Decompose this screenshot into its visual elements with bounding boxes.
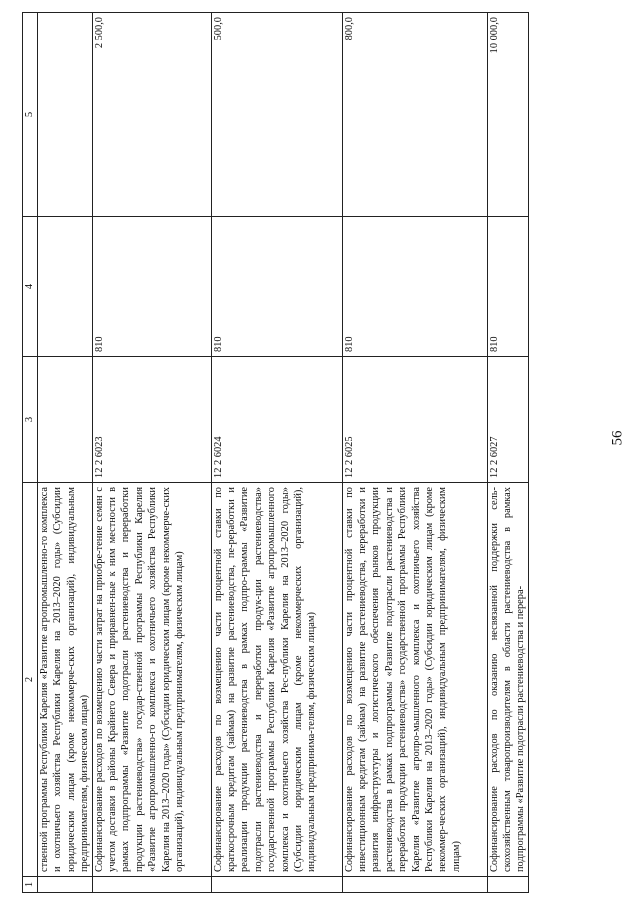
row-expense-type xyxy=(38,217,93,357)
header-col-4: 4 xyxy=(23,217,38,357)
row-expense-type: 810 xyxy=(92,217,211,357)
table-row xyxy=(487,13,528,893)
header-col-3: 3 xyxy=(23,357,38,483)
row-code: 12 2 6023 xyxy=(92,357,211,483)
row-number xyxy=(92,877,211,893)
table-row xyxy=(92,13,211,893)
row-expense-type: 810 xyxy=(487,217,528,357)
rotated-sheet xyxy=(22,13,612,893)
row-amount: 500,0 xyxy=(211,13,342,217)
row-amount xyxy=(38,13,93,217)
row-code: 12 2 6027 xyxy=(487,357,528,483)
row-code: 12 2 6025 xyxy=(342,357,487,483)
row-description: Софинансирование расходов по возмещению части затрат на приобре-тение семян с учетом доставки в районы Крайнего Севера и приравнен-ные к ним местности в рамках подпрограммы «Развитие подотрасли растениеводства и переработки продукции растениеводства» государ-ственной программы Республики Карелия «Развитие агропромышленно-го комплекса и охотничьего хозяйства Республики Карелия на 2013–2020 годы» (Субсидии юридическим лицам (кроме некоммерче-ских организаций), индивидуальным предпринимателям, физическим лицам) xyxy=(92,483,211,877)
page-number: 56 xyxy=(609,430,626,446)
table-row xyxy=(211,13,342,893)
row-code xyxy=(38,357,93,483)
row-expense-type: 810 xyxy=(342,217,487,357)
row-number xyxy=(487,877,528,893)
table-row xyxy=(38,13,93,893)
table-row xyxy=(342,13,487,893)
budget-table xyxy=(22,12,529,893)
header-col-2: 2 xyxy=(23,483,38,877)
header-col-1: 1 xyxy=(23,877,38,893)
row-code: 12 2 6024 xyxy=(211,357,342,483)
header-row xyxy=(23,13,38,893)
row-description: Софинансирование расходов по возмещению части процентной ставки по инвестиционным кредитам (займам) на развитие растениеводства, переработки и развития инфраструктуры и логистического обеспечения рынков продукции растениеводства в рамках подпрограммы «Развитие подотрасли растениеводства и переработки продукции растениеводства» государственной программы Республики Карелия «Развитие агропро-мышленного комплекса и охотничьего хозяйства Республики Карелия на 2013–2020 годы» (Субсидии юридическим лицам (кроме некоммер-ческих организаций), индивидуальным предпринимателям, физическим лицам) xyxy=(342,483,487,877)
row-amount: 2 500,0 xyxy=(92,13,211,217)
row-amount: 800,0 xyxy=(342,13,487,217)
row-description: Софинансирование расходов по оказанию несвязанной поддержки сель-скохозяйственным товаропроизводителям в области растениеводства в рамках подпрограммы «Развитие подотрасли растениеводства и перера- xyxy=(487,483,528,877)
row-description: ственной программы Республики Карелия «Развитие агропромышленно-го комплекса и охотничьего хозяйства Республики Карелия на 2013–2020 годы» (Субсидии юридическим лицам (кроме некоммерче-ских организаций), индивидуальным предпринимателям, физическим лицам) xyxy=(38,483,93,877)
header-col-5: 5 xyxy=(23,13,38,217)
row-number xyxy=(342,877,487,893)
row-number xyxy=(38,877,93,893)
row-number xyxy=(211,877,342,893)
row-description: Софинансирование расходов по возмещению части процентной ставки по краткосрочным кредитам (займам) на развитие растениеводства, пе-реработки и реализации продукции растениеводства в рамках подпро-граммы «Развитие подотрасли растениеводства и переработки продук-ции растениеводства» государственной программы Республики Карелия «Развитие агропромышленного комплекса и охотничьего хозяйства Рес-публики Карелия на 2013–2020 годы» (Субсидии юридическим лицам (кроме некоммерческих организаций), индивидуальным предпринима-телям, физическим лицам) xyxy=(211,483,342,877)
row-expense-type: 810 xyxy=(211,217,342,357)
row-amount: 10 000,0 xyxy=(487,13,528,217)
